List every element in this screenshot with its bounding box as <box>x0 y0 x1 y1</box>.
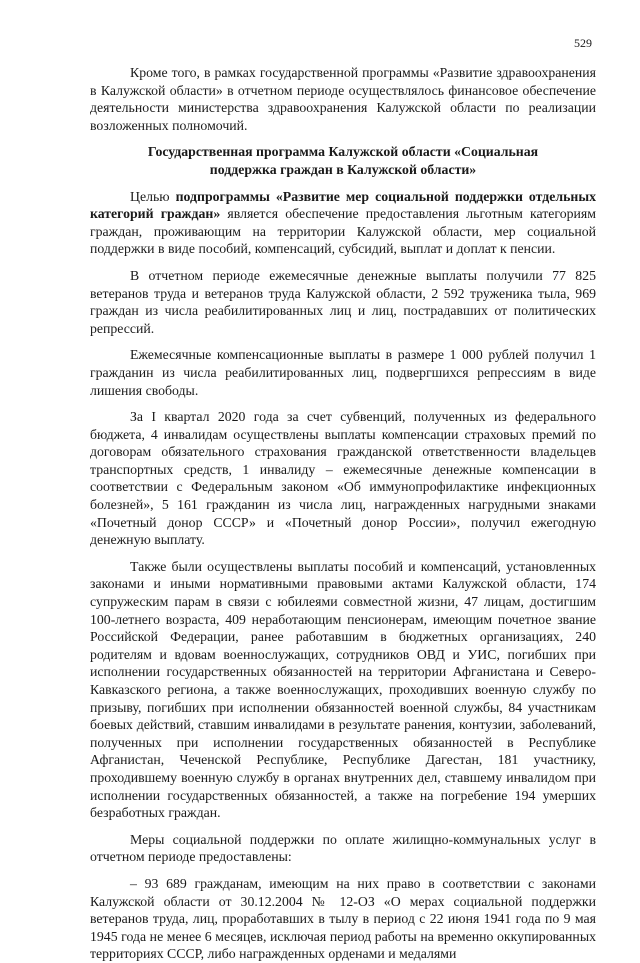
paragraph-compensation-payments: Ежемесячные компенсационные выплаты в размере 1 000 рублей получил 1 гражданин из числа реабилитированных лиц, подвергшихся репрессиям в виде лишения свободы. <box>90 347 596 398</box>
paragraph-healthcare-financing: Кроме того, в рамках государственной программы «Развитие здравоохранения в Калужской области» в отчетном периоде осуществлялось финансовое обеспечение деятельности министерства здравоохранения Калужской области по реализации возложенных полномочий. <box>90 65 596 133</box>
document-body <box>90 64 596 963</box>
paragraph-subprogram-goal <box>90 188 596 258</box>
page-number: 529 <box>574 36 592 50</box>
paragraph-federal-subventions: За I квартал 2020 года за счет субвенций, полученных из федерального бюджета, 4 инвалидам осуществлены выплаты компенсации страховых премий по договорам обязательного страхования гражданской ответственности владельцев транспортных средств, 1 инвалиду – ежемесячные денежные компенсации в соответствии с Федеральным законом «Об иммунопрофилактике инфекционных болезней», 5 161 гражданин из числа лиц, награжденных нагрудными знаками «Почетный донор СССР» и «Почетный донор России», получил ежегодную денежную выплату. <box>90 409 596 548</box>
paragraph-monthly-payments: В отчетном периоде ежемесячные денежные выплаты получили 77 825 ветеранов труда и ветеранов труда Калужской области, 2 592 труженика тыла, 969 граждан из числа реабилитированных лиц и лиц, пострадавших от политических репрессий. <box>90 267 596 336</box>
paragraph-housing-support-item: – 93 689 гражданам, имеющим на них право в соответствии с законами Калужской области от 30.12.2004 № 12-ОЗ «О мерах социальной поддержки ветеранов труда, лиц, проработавших в тылу в период с 22 июня 1941 года по 9 мая 1945 года не менее 6 месяцев, исключая период работы на временно оккупированных территориях СССР, либо награжденных орденами и медалями <box>90 875 596 962</box>
paragraph-regional-benefits: Также были осуществлены выплаты пособий и компенсаций, установленных законами и иными нормативными правовыми актами Калужской области, 174 супружеским парам в связи с юбилеями совместной жизни, 47 лицам, достигшим 100-летнего возраста, 409 неработающим пенсионерам, имеющим почетное звание Российской Федерации, ранее работавшим в бюджетных организациях, 240 родителям и вдовам военнослужащих, сотрудников ОВД и УИС, погибших при исполнении государственных обязанностей на территории Афганистана и Северо-Кавказского региона, а также военнослужащих, проходивших военную службу по призыву, погибших при исполнении обязанностей военной службы, 84 участникам боевых действий, ставшим инвалидами в результате ранения, контузии, заболеваний, полученных при исполнении государственных обязанностей в Республике Афганистан, Чеченской Республике, Республике Дагестан, 181 участнику, проходившему военную службу в органах внутренних дел, ставшему инвалидом при исполнении государственных обязанностей, а также на погребение 194 умерших безработных граждан. <box>90 558 596 821</box>
goal-description: является обеспечение предоставления льготным категориям граждан, проживающим на территории Калужской области, мер социальной поддержки в виде пособий, компенсаций, субсидий, выплат и доплат к пенсии. <box>90 206 596 257</box>
subprogram-name: подпрограммы «Развитие мер социальной поддержки отдельных категорий граждан» <box>90 188 596 222</box>
goal-lead-text: Целью <box>130 188 176 204</box>
section-heading: Государственная программа Калужской области «Социальная поддержка граждан в Калужской области» <box>147 144 539 177</box>
paragraph-housing-support-intro: Меры социальной поддержки по оплате жилищно-коммунальных услуг в отчетном периоде предоставлены: <box>90 831 596 865</box>
